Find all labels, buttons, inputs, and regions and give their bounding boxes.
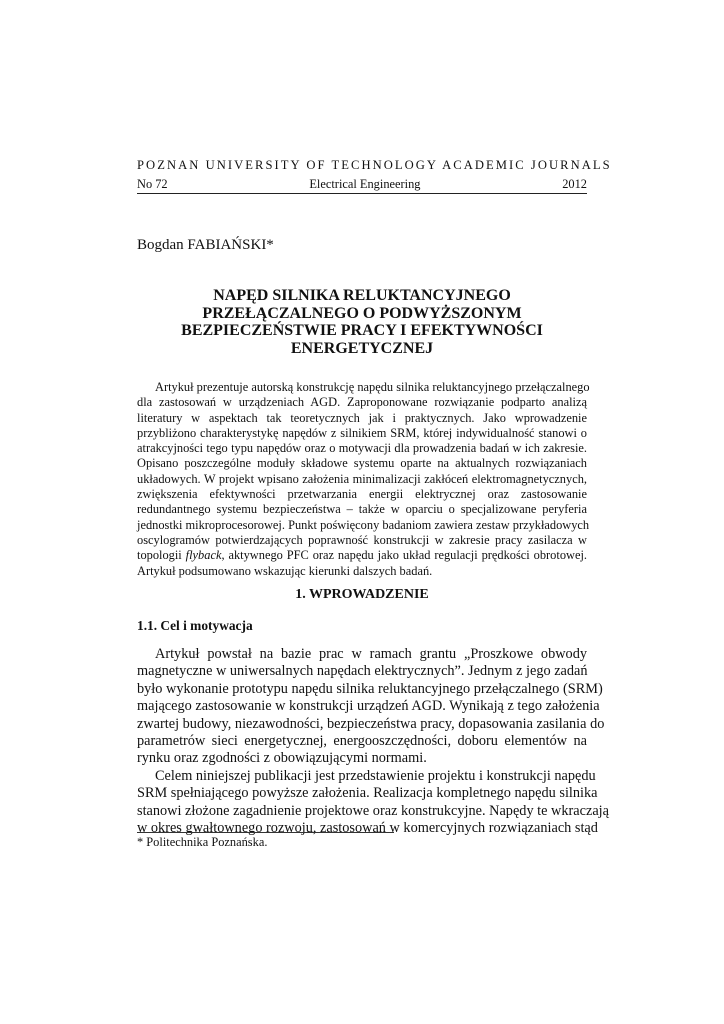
- abstract-text: , aktywnego PFC oraz napędu jako układ regulacji prędkości obrotowej.: [221, 548, 587, 563]
- title-line: ENERGETYCZNEJ: [290, 339, 434, 357]
- abstract-line: dla zastosowań w urządzeniach AGD. Zaproponowane rozwiązanie podparto analizą: [137, 395, 587, 410]
- issue-number: No 72: [137, 177, 168, 191]
- body-line: parametrów sieci energetycznej, energooszczędności, doboru elementów na: [137, 733, 587, 750]
- abstract-line: Artykuł podsumowano wskazując kierunki dalszych badań.: [137, 563, 433, 578]
- issue-year: 2012: [562, 177, 587, 191]
- body-line: było wykonanie prototypu napędu silnika reluktancyjnego przełączalnego (SRM): [137, 680, 603, 697]
- footnote: * Politechnika Poznańska.: [137, 835, 268, 849]
- body-line: rynku oraz zgodności z obowiązującymi normami.: [137, 750, 427, 767]
- issue-line: [137, 176, 587, 194]
- paper-title: [137, 287, 587, 357]
- abstract-line: przybliżono charakterystykę napędów z silnikiem SRM, której indywidualność stanowi o: [137, 425, 587, 440]
- subsection-heading: 1.1. Cel i motywacja: [137, 618, 253, 633]
- journal-name: POZNAN UNIVERSITY OF TECHNOLOGY ACADEMIC JOURNALS: [137, 158, 612, 172]
- abstract-line: [137, 548, 587, 563]
- body-line: w okres gwałtownego rozwoju, zastosowań w komercyjnych rozwiązaniach stąd: [137, 820, 598, 837]
- abstract: [137, 380, 590, 579]
- body-line: Artykuł powstał na bazie prac w ramach grantu „Proszkowe obwody: [155, 646, 587, 662]
- abstract-line: atrakcyjności tego typu napędów oraz o motywacji dla prowadzenia badań w ich zakresie.: [137, 441, 587, 456]
- abstract-line: redundantnego systemu bezpieczeństwa – także w oparciu o specjalizowane peryferia: [137, 502, 587, 517]
- abstract-line: zwiększenia efektywności przetwarzania energii elektrycznej oraz zastosowanie: [137, 487, 587, 502]
- body-line: mającego zastosowanie w konstrukcji urządzeń AGD. Wynikają z tego założenia: [137, 698, 600, 715]
- abstract-line: Opisano poszczególne moduły składowe systemu oparte na aktualnych rozwiązaniach: [137, 456, 587, 471]
- title-line: BEZPIECZEŃSTWIE PRACY I EFEKTYWNOŚCI: [181, 322, 543, 339]
- body-line: magnetyczne w uniwersalnych napędach elektrycznych”. Jednym z jego zadań: [137, 663, 588, 680]
- author-name: Bogdan FABIAŃSKI*: [137, 237, 274, 253]
- abstract-line: literatury w aspektach tak teoretycznych jak i praktycznych. Jako wprowadzenie: [137, 410, 587, 425]
- footnote-rule: [137, 832, 394, 833]
- section-heading: 1. WPROWADZENIE: [295, 587, 429, 602]
- body-line: Celem niniejszej publikacji jest przedstawienie projektu i konstrukcji napędu: [155, 767, 596, 784]
- title-line: NAPĘD SILNIKA RELUKTANCYJNEGO: [213, 287, 511, 304]
- body-line: zwartej budowy, niezawodności, bezpieczeństwa pracy, dopasowania zasilania do: [137, 715, 605, 732]
- journal-field: Electrical Engineering: [309, 177, 421, 191]
- abstract-line: jednostki mikroprocesorowej. Punkt poświęcony badaniom zawiera zestaw przykładowych: [137, 517, 590, 532]
- body-line: SRM spełniającego powyższe założenia. Realizacja kompletnego napędu silnika: [137, 785, 598, 802]
- abstract-line: układowych. W projekt wpisano założenia minimalizacji zakłóceń elektromagnetycznych,: [137, 471, 587, 486]
- abstract-line: Artykuł prezentuje autorską konstrukcję napędu silnika reluktancyjnego przełączalnego: [155, 380, 590, 394]
- body-text: [137, 646, 609, 837]
- abstract-italic-term: flyback: [185, 548, 222, 563]
- body-line: stanowi złożone zagadnienie projektowe oraz konstrukcyjne. Napędy te wkraczają: [137, 802, 609, 819]
- title-line: PRZEŁĄCZALNEGO O PODWYŻSZONYM: [202, 304, 522, 322]
- abstract-text: topologii: [137, 548, 186, 563]
- abstract-line: oscylogramów potwierdzających poprawność konstrukcji w zakresie pracy zasilacza w: [137, 532, 587, 547]
